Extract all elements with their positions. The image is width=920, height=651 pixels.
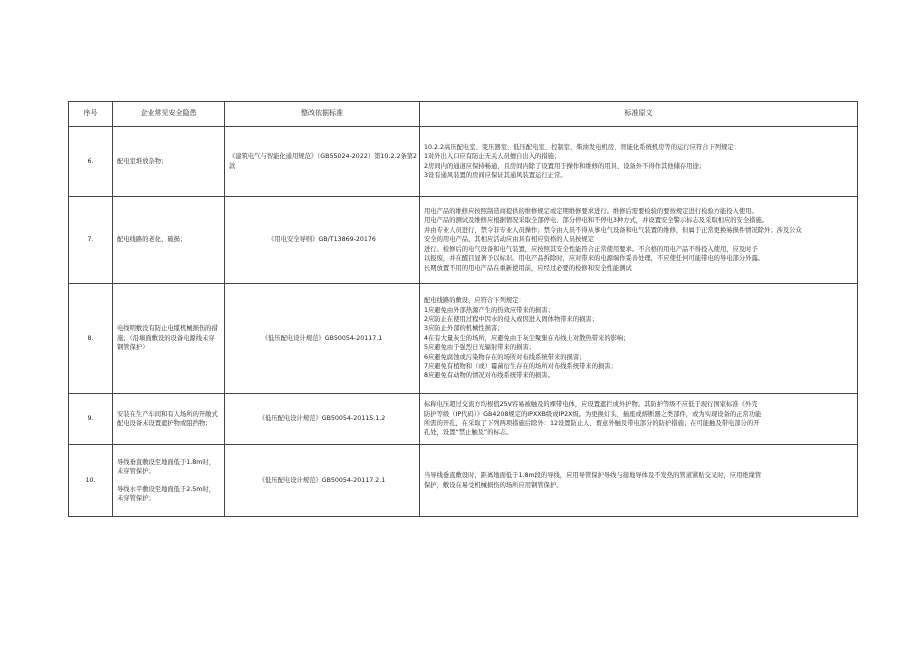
header-common-hazards: 企业常见安全隐患 xyxy=(113,102,225,127)
standard-line: 2应防止在使用过程中因水的侵入或因进入固体物带来的损害； xyxy=(424,315,599,323)
hazard-cell xyxy=(113,197,225,284)
hazard-standards-table xyxy=(68,101,858,517)
standard-line: 保护，敷设在易受机械损伤的场所应用钢管保护。 xyxy=(424,481,563,489)
row-number: 10. xyxy=(69,445,113,517)
standard-text-cell xyxy=(420,127,858,197)
hazard-text: 电线明敷没有防止电缆机械损伤的措施；（沿墙面敷设的设备电源线未穿钢管保护） xyxy=(117,325,218,352)
basis-text: 款 xyxy=(229,162,236,170)
hazard-cell xyxy=(113,284,225,394)
standard-line: 长期放置不用的用电产品在重新使用前，应经过必要的检修和安全性能测试 xyxy=(424,264,632,272)
standard-line: 配电线路的敷设，应符合下列规定： xyxy=(424,297,525,305)
standard-line: 10.2.2高压配电室、变压器室、低压配电室、控制室、柴油发电机房、智能化系统机房等的运行应符合下列规定： xyxy=(424,143,740,151)
standard-line: 安全的用电产品，其相应活动应由具有相应资格的人员按规定 xyxy=(424,236,595,244)
header-standard-text: 标准原文 xyxy=(420,102,858,127)
table-header-row xyxy=(69,102,858,127)
hazard-spacer xyxy=(117,477,220,485)
standard-line: 2房间内的通道应保持畅通，且房间内除了设置用于操作和维修的用具、设备外不得作其他储存用途； xyxy=(424,162,706,170)
standard-text-cell xyxy=(420,445,858,517)
table-row xyxy=(69,284,858,394)
standard-line: 5应避免由于强烈日光辐射带来的损害； xyxy=(424,344,536,352)
table-row xyxy=(69,127,858,197)
standard-line: 进行。检修后的电气设备和电气装置，应按照其安全性能符合正常使用要求。不合格的用电产品不得投入使用，应及时予 xyxy=(424,245,758,253)
row-number: 6. xyxy=(69,127,113,197)
basis-cell xyxy=(225,445,420,517)
hazard-text: 配电线路的老化，破损； xyxy=(117,236,187,244)
standard-line: 防护等级（IP代码）》GB4208规定的IPXXB级或IP2X级。为更换灯头、插座或熔断器之类部件，或为实现设备的正常功能 xyxy=(424,410,762,418)
basis-text: 《低压配电设计规范》GB50054-20117.1 xyxy=(261,334,383,342)
standard-text-cell xyxy=(420,284,858,394)
standard-line: 7应避免有植物和（或）霉菌衍生存在的场所对布线系统带来的损害； xyxy=(424,363,617,371)
standard-line: 1对外出入口应有防止无关人员擅自出入的措施； xyxy=(424,153,561,161)
row-number: 8. xyxy=(69,284,113,394)
standard-text-cell xyxy=(420,394,858,445)
hazard-cell xyxy=(113,127,225,197)
basis-cell xyxy=(225,197,420,284)
row-number: 7. xyxy=(69,197,113,284)
basis-cell xyxy=(225,284,420,394)
standard-line: 当导线垂直敷设时，距离地面低于1.8m段的导线，应用导管保护导线与接地导体及不发热的管道紧贴交叉时，应用绝缘管 xyxy=(424,472,762,480)
row-number: 9. xyxy=(69,394,113,445)
basis-cell xyxy=(225,394,420,445)
standard-text-cell xyxy=(420,197,858,284)
standard-line: 并由专业人员进行，禁令非专业人员操作；禁令由人员不得从事电气设备和电气装置的维修，但属于正常更换易损件情况除外；涉及公众 xyxy=(424,226,802,234)
hazard-cell xyxy=(113,394,225,445)
standard-line: 所需的开孔，在采取了下列两项措施后除外：12设置防止人、畜意外触及带电部分的防护措施；在可能触及带电部分的开 xyxy=(424,420,760,427)
standard-line: 3设有通风装置的房间应保证其通风装置运行正常。 xyxy=(424,171,567,179)
hazard-text: 导线垂直敷设至地面低于1.8m时，未穿管保护； xyxy=(117,458,216,476)
basis-text: 《低压配电设计规范》GB50054-20117.2.1 xyxy=(258,476,386,484)
table-row xyxy=(69,197,858,284)
hazard-text: 导线水平敷设至地面低于2.5m时，未穿管保护； xyxy=(117,485,216,502)
table-row xyxy=(69,394,858,445)
standard-line: 1应避免由外部热源产生的热效应带来的损害； xyxy=(424,306,554,314)
standard-line: 8应避免有动物的情况对布线系统带来的损害。 xyxy=(424,372,554,380)
standard-line: 3应防止外部的机械性损害； xyxy=(424,325,504,333)
standard-line: 以报废，并在醒目显著予以标识。用电产品拆除时，应对带来的电源端作妥善处理，不应使任何可能带电的导电部分外露。 xyxy=(424,255,765,263)
table-row xyxy=(69,445,858,517)
basis-text: 《建筑电气与智能化通用规范》（GB55024-2022）第10.2.2条第2 xyxy=(229,153,418,161)
hazard-text: 配电室堆放杂物； xyxy=(117,157,168,165)
standard-line: 标称电压超过交流方均根值25V容易被触及的裸带电体，应设置遮拦或外护物。其防护等级不应低于现行国家标准《外壳 xyxy=(424,401,758,409)
hazard-cell xyxy=(113,445,225,517)
standard-line: 用电产品的测试及维修应根据情况采取全部停电、部分停电和不停电3种方式，并设置安全警示标志及采取相应的安全措施。 xyxy=(424,217,769,225)
standard-line: 用电产品的维修应按照制造商提供的维修规定或定期维修要求进行。维修后需要检验的要按规定进行检验方能投入使用。 xyxy=(424,208,758,216)
standard-line: 6应避免腐蚀或污染物存在的场所对布线系统带来的损害； xyxy=(424,353,586,361)
standard-line: 孔处，设置“禁止触及”的标志。 xyxy=(424,429,513,437)
basis-text: 《低压配电设计规范》GB50054-20115.1.2 xyxy=(258,415,386,423)
header-rectification-basis: 整改依据标准 xyxy=(225,102,420,127)
hazard-text: 安装在生产车间和有人场所的开敞式配电设备未设置遮护物或阻挡物； xyxy=(117,410,218,427)
basis-text: 《用电安全导则》GB/T13869-20176 xyxy=(268,236,376,244)
basis-cell xyxy=(225,127,420,197)
standard-line: 4在有大量灰尘的场所，应避免由于灰尘聚集在布线上对散热带来的影响； xyxy=(424,334,630,342)
header-serial-number: 序号 xyxy=(69,102,113,127)
